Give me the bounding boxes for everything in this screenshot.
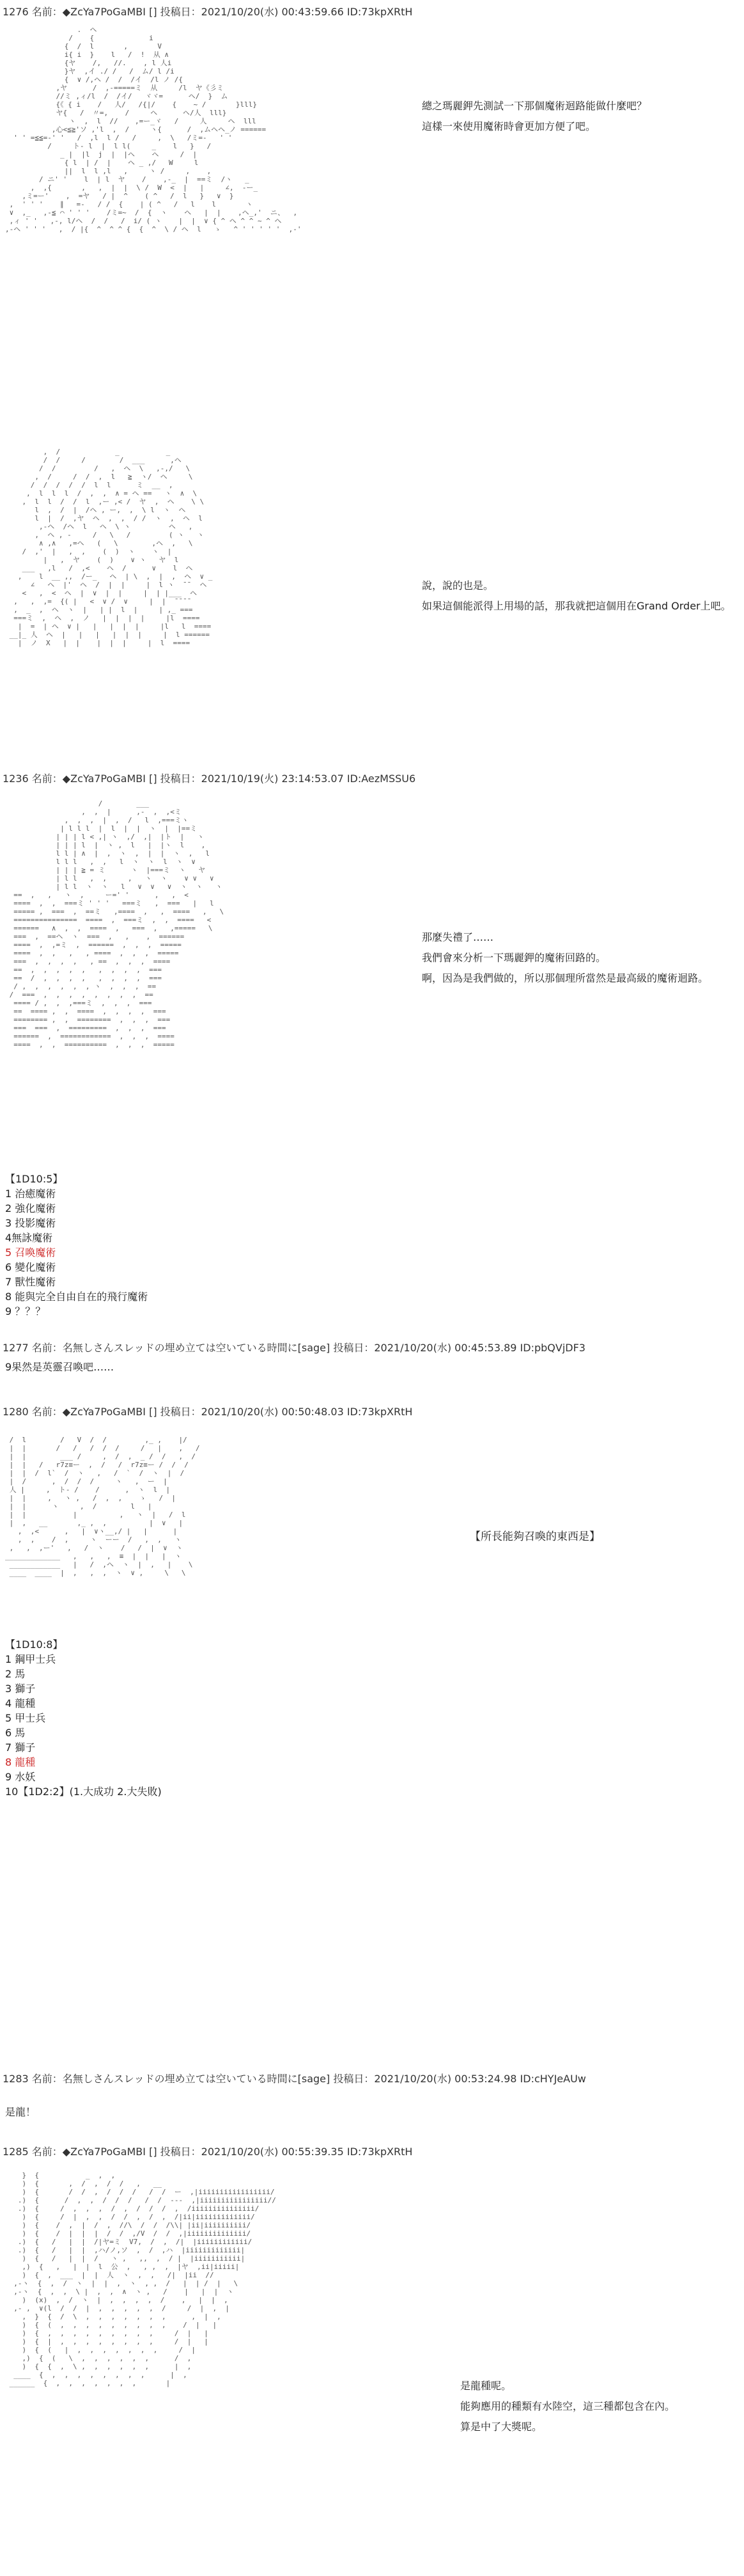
dialog-line: 我們會來分析一下瑪麗鉀的魔術回路的。 bbox=[422, 952, 607, 964]
dice-roll-item: 9 ？？？ bbox=[5, 1305, 46, 1317]
dice-roll-item: 7 獅子 bbox=[5, 1741, 36, 1754]
ascii-art-figure: / l / V / / ,_ , |/ | | / / / / / / | , / | | ___ / , / , _ / / , / | | / r7z≡ー , / / r7z≡ー / / / | | / l` / ヽ , / ` / ヽ | / | / , / / / ヽ , ー | 人 | , ト- / / , ヽ l | | | , ヽ , / , , ゝ / | | | ヽ , / l | | | | , ヽ | / l | , __ ,_ , , | ∨ | , ,< , | ∨ヽ__,/ | | | , , / , ヽ ーー / , , ヽ , , ,ー' , / ヽ / / | ∨ ヽ _____________ , , , ≡ | | | ヽ ____________ | / ,ヘ ヽ | , | \ ____ ____ | , , , ヽ ∨ , \ \ bbox=[5, 1436, 200, 1577]
dice-roll-item: 1 鋼甲士兵 bbox=[5, 1653, 56, 1665]
dice-roll-item: 10【1D2:2】(1.大成功 2.大失敗) bbox=[5, 1786, 162, 1798]
post-text: 是龍！ bbox=[5, 2106, 36, 2118]
post-header: 1285 名前：◆ZcYa7PoGaMBI [] 投稿日：2021/10/20(水) 00:55:39.35 ID:73kpXRtH bbox=[3, 2146, 413, 2158]
dialog-block bbox=[422, 96, 647, 137]
post-header: 1280 名前：◆ZcYa7PoGaMBI [] 投稿日：2021/10/20(水) 00:50:48.03 ID:73kpXRtH bbox=[3, 1406, 413, 1418]
dice-roll-list bbox=[5, 1637, 162, 1799]
dialog-line: 總之瑪麗鉀先測試一下那個魔術迴路能做什麼吧？ bbox=[422, 100, 647, 112]
ascii-art-figure: } { _ , , ) { , / , / / , __ ) { / / , / / / / / ー ,|iiiiiiiiiiiiiiiii/ .) { / , , / / / / / --- ,|iiiiiiiiiiiiiiii// .) { / , , , / , / / / , /iiiiiiiiiiiiiii/ ) { / | , , / / , / , /|ii|iiiiiiiiiiiii/ ) { / , | / , //\ / / /\\| |ii|iiiiiiiiii/ ) { / | | | / / ,/V / / ,|iiiiiiiiiiiiii/ .) { / | | /|ヤ=ミ V7, / , /| |iiiiiiiiiiii/ .) { / | | ,ハ/ノ,ソ , / ,ハ |iiiiiiiiiiiii| ) { / | | / ヽ , ,, , / | |iiiiiiiiiii| ,) { , | | l 公 , , , , |ヤ ,ii|iiiii| ) { , ___ | | 人 ヽ , , /| |ii // ,-ヽ { , / ヽ | | , ヽ , , / | | / | \ ,-ヽ { , , \ | , , ∧ ヽ , / | | | ヽ ) (x) , / ヽ | , , , , / , | | , ,- , ∨(l / / | , , , , , / / | , | , } { / \ , , , , , , , , | , ) { ( , , , , , , , , , / | | ) { , , , , , , , , , / | | ) { | , , , , , , , , / | | ) { ( | , , , , , , , / | ,) { ( \ , , , , , , / , ) { { , \ , , , , , , | , ____ { , , , , , , , , | , ______ { , , , , , , , | bbox=[9, 2171, 276, 2387]
dice-roll-item: 7 獸性魔術 bbox=[5, 1276, 56, 1288]
dialog-line: 算是中了大獎呢。 bbox=[460, 2421, 543, 2433]
dialog-line: 說，說的也是。 bbox=[422, 579, 494, 592]
dice-roll-item: 4無詠魔術 bbox=[5, 1232, 53, 1244]
dice-roll-title: 【1D10:5】 bbox=[5, 1173, 63, 1185]
dialog-line: 啊，因為是我們做的，所以那個理所當然是最高級的魔術迴路。 bbox=[422, 972, 709, 984]
dice-roll-item: 4 龍種 bbox=[5, 1697, 36, 1709]
dice-roll-item: 1 治癒魔術 bbox=[5, 1188, 56, 1200]
dialog-block bbox=[422, 576, 731, 617]
dice-roll-item: 2 馬 bbox=[5, 1668, 26, 1680]
post-text: 9果然是英靈召喚吧…… bbox=[5, 1361, 114, 1373]
dialog-line: 如果這個能派得上用場的話，那我就把這個用在Grand Order上吧。 bbox=[422, 600, 731, 612]
ascii-art-figure: , / _ _ / / / / ___ ,ヘ / / / , ヘ \ ,-,/ \ , / / / , l ≧ ヽ/ ヘ \ / / / / / l l ミ __ , , l l l / , , ∧ = ヘ == ヽ ∧ \ , l l / / l ,ー ,< / ヤ , ヘ \ \ l , / | /ヘ , ー, , \ l ヽ ヘ l | / ,ヤ ヘ , , / / ヽ , ヘ l ,-ヘ /ヘ l ヘ \ ヽ ヘ , , ヘ , - / \ / ( ヽ ヽ ∧ ,∧ ,=ヘ ( \ ,ヘ , \ / ,' | , , ( ) ヽ ヽ | | , ヤ ( ) ∨ ヽ ヤ l ___ ,l / ,< ヘ / ∨ l ヘ , l __ ,, /ー_ ヘ | \ , | , ヘ ∨ _ ∠ ヘ |' ヘ / | | | l ヽ ̄ ̄ ヘ < , < ヘ | ∨ | | | | |___ ヘ , , ,= {( | < ∨ / ∨ | | ̄ ̄ ̄ ̄ , _ , ヘ ヽ | | | l | | ,_ === ===ミ , ヘ , ノ | | | | |l ==== | = | ヘ ∨ | | | | | |l l ==== __|_ 人 ヘ | | | | | | | l ====== | ノ X | | | | | | l ==== bbox=[9, 448, 213, 647]
dice-roll-item-selected: 8 龍種 bbox=[5, 1756, 36, 1768]
dice-roll-item: 8 能與完全自由自在的飛行魔術 bbox=[5, 1291, 148, 1303]
dice-roll-item: 3 投影魔術 bbox=[5, 1217, 56, 1229]
post-header: 1283 名前：名無しさんスレッドの埋め立ては空いている時間に[sage] 投稿日：2021/10/20(水) 00:53:24.98 ID:cHYJeAUw bbox=[3, 2073, 586, 2085]
dialog-block bbox=[460, 2376, 675, 2437]
dice-roll-item: 5 甲士兵 bbox=[5, 1712, 46, 1724]
post-header: 1276 名前：◆ZcYa7PoGaMBI [] 投稿日：2021/10/20(水) 00:43:59.66 ID:73kpXRtH bbox=[3, 6, 413, 18]
ascii-art-figure: / ___ , , | ,- , ,<ミ , , , | , / l ,===ミヽ | l l l | l | | ヽ | |==ミ | | | l < ,| ヽ ,/ ,| |ト | ヽ | | | l | ヽ , l | |ヽ l , l l | ∧ | , ヽ , | | ヽ , l l l l , , l ヽ ヽ l ヽ ∨ | | | ≧ = ミ ヽ |===ミ ヽ ヤ | l l , , , ヽ ヽ ∨ ∨ ∨ | l l ヽ ヽ l ∨ ∨ ∨ ヽ ヽ ヽ == , , ヽ , ー=' ' , , < ==== , , ===ミ ' ' ' ===ミ , === | l ===== , === , ==ミ ,==== , , ==== , \ =============== ==== , ===ミ , , ==== < ====== ∧ , , ==== , === , ,===== \ === , ==ヘ ヽ === , , , ====== ==== , ,=ミ , ====== , , , ===== ==== , , , , ==== , , , ===== === , , , , , == , , , ==== == , , , , , , , , , === == / , , , , , , , , === / , , , , , , ヽ , , , == / === , , , , , , , , == ==== / , , ,===ミ , , , === == ==== , , ==== , , , , === ======== , , ======== , , , === === === , ========= , , , === ====== , ============ , , , ==== ==== , , ========== , , , ===== bbox=[9, 799, 224, 1049]
dice-roll-title: 【1D10:8】 bbox=[5, 1638, 63, 1651]
dialog-line: 這樣一來使用魔術時會更加方便了吧。 bbox=[422, 120, 596, 132]
dialog-line: 能夠應用的種類有水陸空，這三種都包含在內。 bbox=[460, 2400, 676, 2412]
dice-roll-item: 6 馬 bbox=[5, 1727, 26, 1739]
dice-roll-list bbox=[5, 1172, 148, 1319]
ascii-art-figure: . ヘ / { i { / l , V i{ i } l / ! 从 ∧ {ヤ /, //. , l 人i }ヤ ,イ ./ / / ム/ l /i { ∨ /,ヘ / / /イ /l ノ /{ ,ヤ / ,-=====ミ 从 /l ヤ《彡ミ //ミ ,ィ/l / /イ/ ヾヾ= ヘ/ } ム {《 { i / 人/ /{|/ { ~ / }lll} ヤ{ / 〃=, / ヘ ヘ/人 lll} ヽ , l // ,=ー_ヾ / 人 ヘ lll ,心<≦≧'ソ ,'l , / ヽ{ / ,ムヘヘ_ノ ====== ' ' =≦≦=-' ' / ,l l / / , \ /ミ=- ' ' / ト- l | l l( _ l } / _ | |l j | |ヘ ヘ / | { l | / | ヘ _ ,/ W l || l l ,l , ヽ / , , / ニ' ' l | l ヤ / ,-_ | ==ミ /ヽ _ , ,{ , , | | \ / W < | | ∠, -ー_ ,ミ=ー' , =ヤ / | ^ ( ^ / l } ∨ } , ' ' ' ∥ =- / / { | ( ^ / l l ヽ ∨ ,_ ,-≦ ⌒ ' ' ' /ミ=~ / { ヽ ヘ | | ,ヘ_,' ニ、 , ,ィ ' ' ,-, l/ヘ / / / i/ ( ヽ | | ∨ { ^ ヘ ^ ^ ~ ^ ヘ ,-ヘ ' ' ' , / |{ ^ ^ ^ { { ^ \ / ヘ l ゝ ^ ' ' ' ' ' ,-' bbox=[5, 26, 302, 233]
dice-roll-item: 2 強化魔術 bbox=[5, 1202, 56, 1214]
post-header: 1236 名前：◆ZcYa7PoGaMBI [] 投稿日：2021/10/19(火) 23:14:53.07 ID:AezMSSU6 bbox=[3, 773, 416, 785]
dialog-line: 那麼失禮了…… bbox=[422, 931, 494, 943]
dice-roll-item: 6 變化魔術 bbox=[5, 1261, 56, 1273]
dice-roll-item: 3 獅子 bbox=[5, 1683, 36, 1695]
dice-roll-item: 9 水妖 bbox=[5, 1771, 36, 1783]
post-header: 1277 名前：名無しさんスレッドの埋め立ては空いている時間に[sage] 投稿日：2021/10/20(水) 00:45:53.89 ID:pbQVjDF3 bbox=[3, 1342, 585, 1354]
dialog-block bbox=[422, 927, 708, 989]
bracket-caption: 【所長能夠召喚的東西是】 bbox=[470, 1530, 600, 1543]
dice-roll-item-selected: 5 召喚魔術 bbox=[5, 1246, 56, 1259]
dialog-line: 是龍種呢。 bbox=[460, 2380, 512, 2392]
